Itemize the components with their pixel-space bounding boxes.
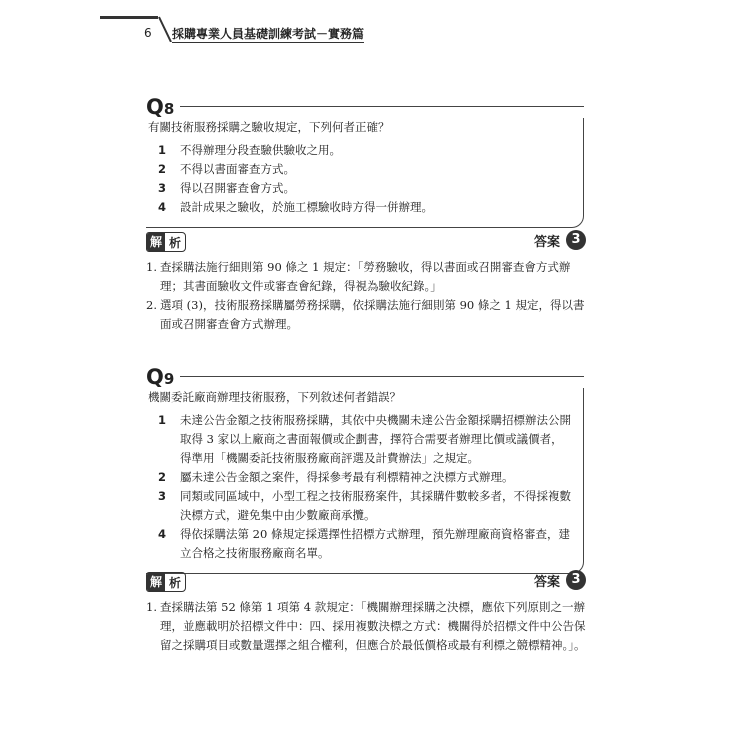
explanation-item: 1. 查採購法第 52 條第 1 項第 4 款規定：「機關辦理採購之決標，應依下列原則之一辦理，並應載明於招標文件中：四、採用複數決標之方式：機關得於招標文件中公告保留之採購項目或數量選擇之組合權利，但應合於最低價格或最有利標之競標精神。」。 xyxy=(146,600,586,652)
analysis-tag: 解 析 xyxy=(146,572,186,592)
question-8-box xyxy=(146,95,584,228)
question-8-option-1: 1 不得辦理分段查驗供驗收之用。 xyxy=(158,143,341,157)
question-9-label: Q9 xyxy=(146,365,175,389)
answer-indicator: 答案 3 xyxy=(534,230,586,250)
question-8-top-rule xyxy=(180,106,584,107)
answer-circle: 3 xyxy=(566,570,586,590)
answer-indicator: 答案 3 xyxy=(534,570,586,590)
question-8-text: 有關技術服務採購之驗收規定，下列何者正確？ xyxy=(148,120,390,134)
question-9-option-2: 2 屬未達公告金額之案件，得採參考最有利標精神之決標方式辦理。 xyxy=(158,470,514,484)
analysis-tag: 解 析 xyxy=(146,232,186,252)
question-9-explanation xyxy=(146,598,586,655)
question-8-option-4: 4 設計成果之驗收，於施工標驗收時方得一併辦理。 xyxy=(158,200,433,214)
page-number: 6 xyxy=(144,26,152,40)
question-8-explanation xyxy=(146,258,586,334)
question-9-option-3: 3 同類或同區域中，小型工程之技術服務案件，其採購件數較多者，不得採複數決標方式，避免集中由少數廠商承攬。 xyxy=(158,489,571,522)
question-8-label: Q8 xyxy=(146,95,175,119)
question-8-option-2: 2 不得以書面審查方式。 xyxy=(158,162,295,176)
question-9-option-4: 4 得依採購法第 20 條規定採選擇性招標方式辦理，預先辦理廠商資格審查，建立合格之技術服務廠商名單。 xyxy=(158,527,570,560)
explanation-item: 1. 查採購法施行細則第 90 條之 1 規定：「勞務驗收，得以書面或召開審查會方式辦理；其書面驗收文件或審查會紀錄，得視為驗收紀錄。」 xyxy=(146,260,571,293)
question-9-box xyxy=(146,365,584,574)
question-8-analysis-bar xyxy=(146,230,586,254)
question-8-option-3: 3 得以召開審查會方式。 xyxy=(158,181,295,195)
answer-circle: 3 xyxy=(566,230,586,250)
book-title: 採購專業人員基礎訓練考試－實務篇 xyxy=(172,27,365,41)
explanation-item: 2. 選項 (3)，技術服務採購屬勞務採購，依採購法施行細則第 90 條之 1 規定，得以書面或召開審查會方式辦理。 xyxy=(146,298,585,331)
question-9-text: 機關委託廠商辦理技術服務，下列敘述何者錯誤？ xyxy=(148,390,401,404)
header-title-rule xyxy=(172,42,364,43)
header-top-rule xyxy=(100,16,158,19)
question-9-top-rule xyxy=(180,376,584,377)
question-9-option-1: 1 未達公告金額之技術服務採購，其依中央機關未達公告金額採購招標辦法公開取得 3 家以上廠商之書面報價或企劃書，擇符合需要者辦理比價或議價者，得準用「機關委託技術服務廠商評選及計費辦法」之規定。 xyxy=(158,413,571,465)
page-header xyxy=(100,16,370,44)
question-9-analysis-bar xyxy=(146,570,586,594)
